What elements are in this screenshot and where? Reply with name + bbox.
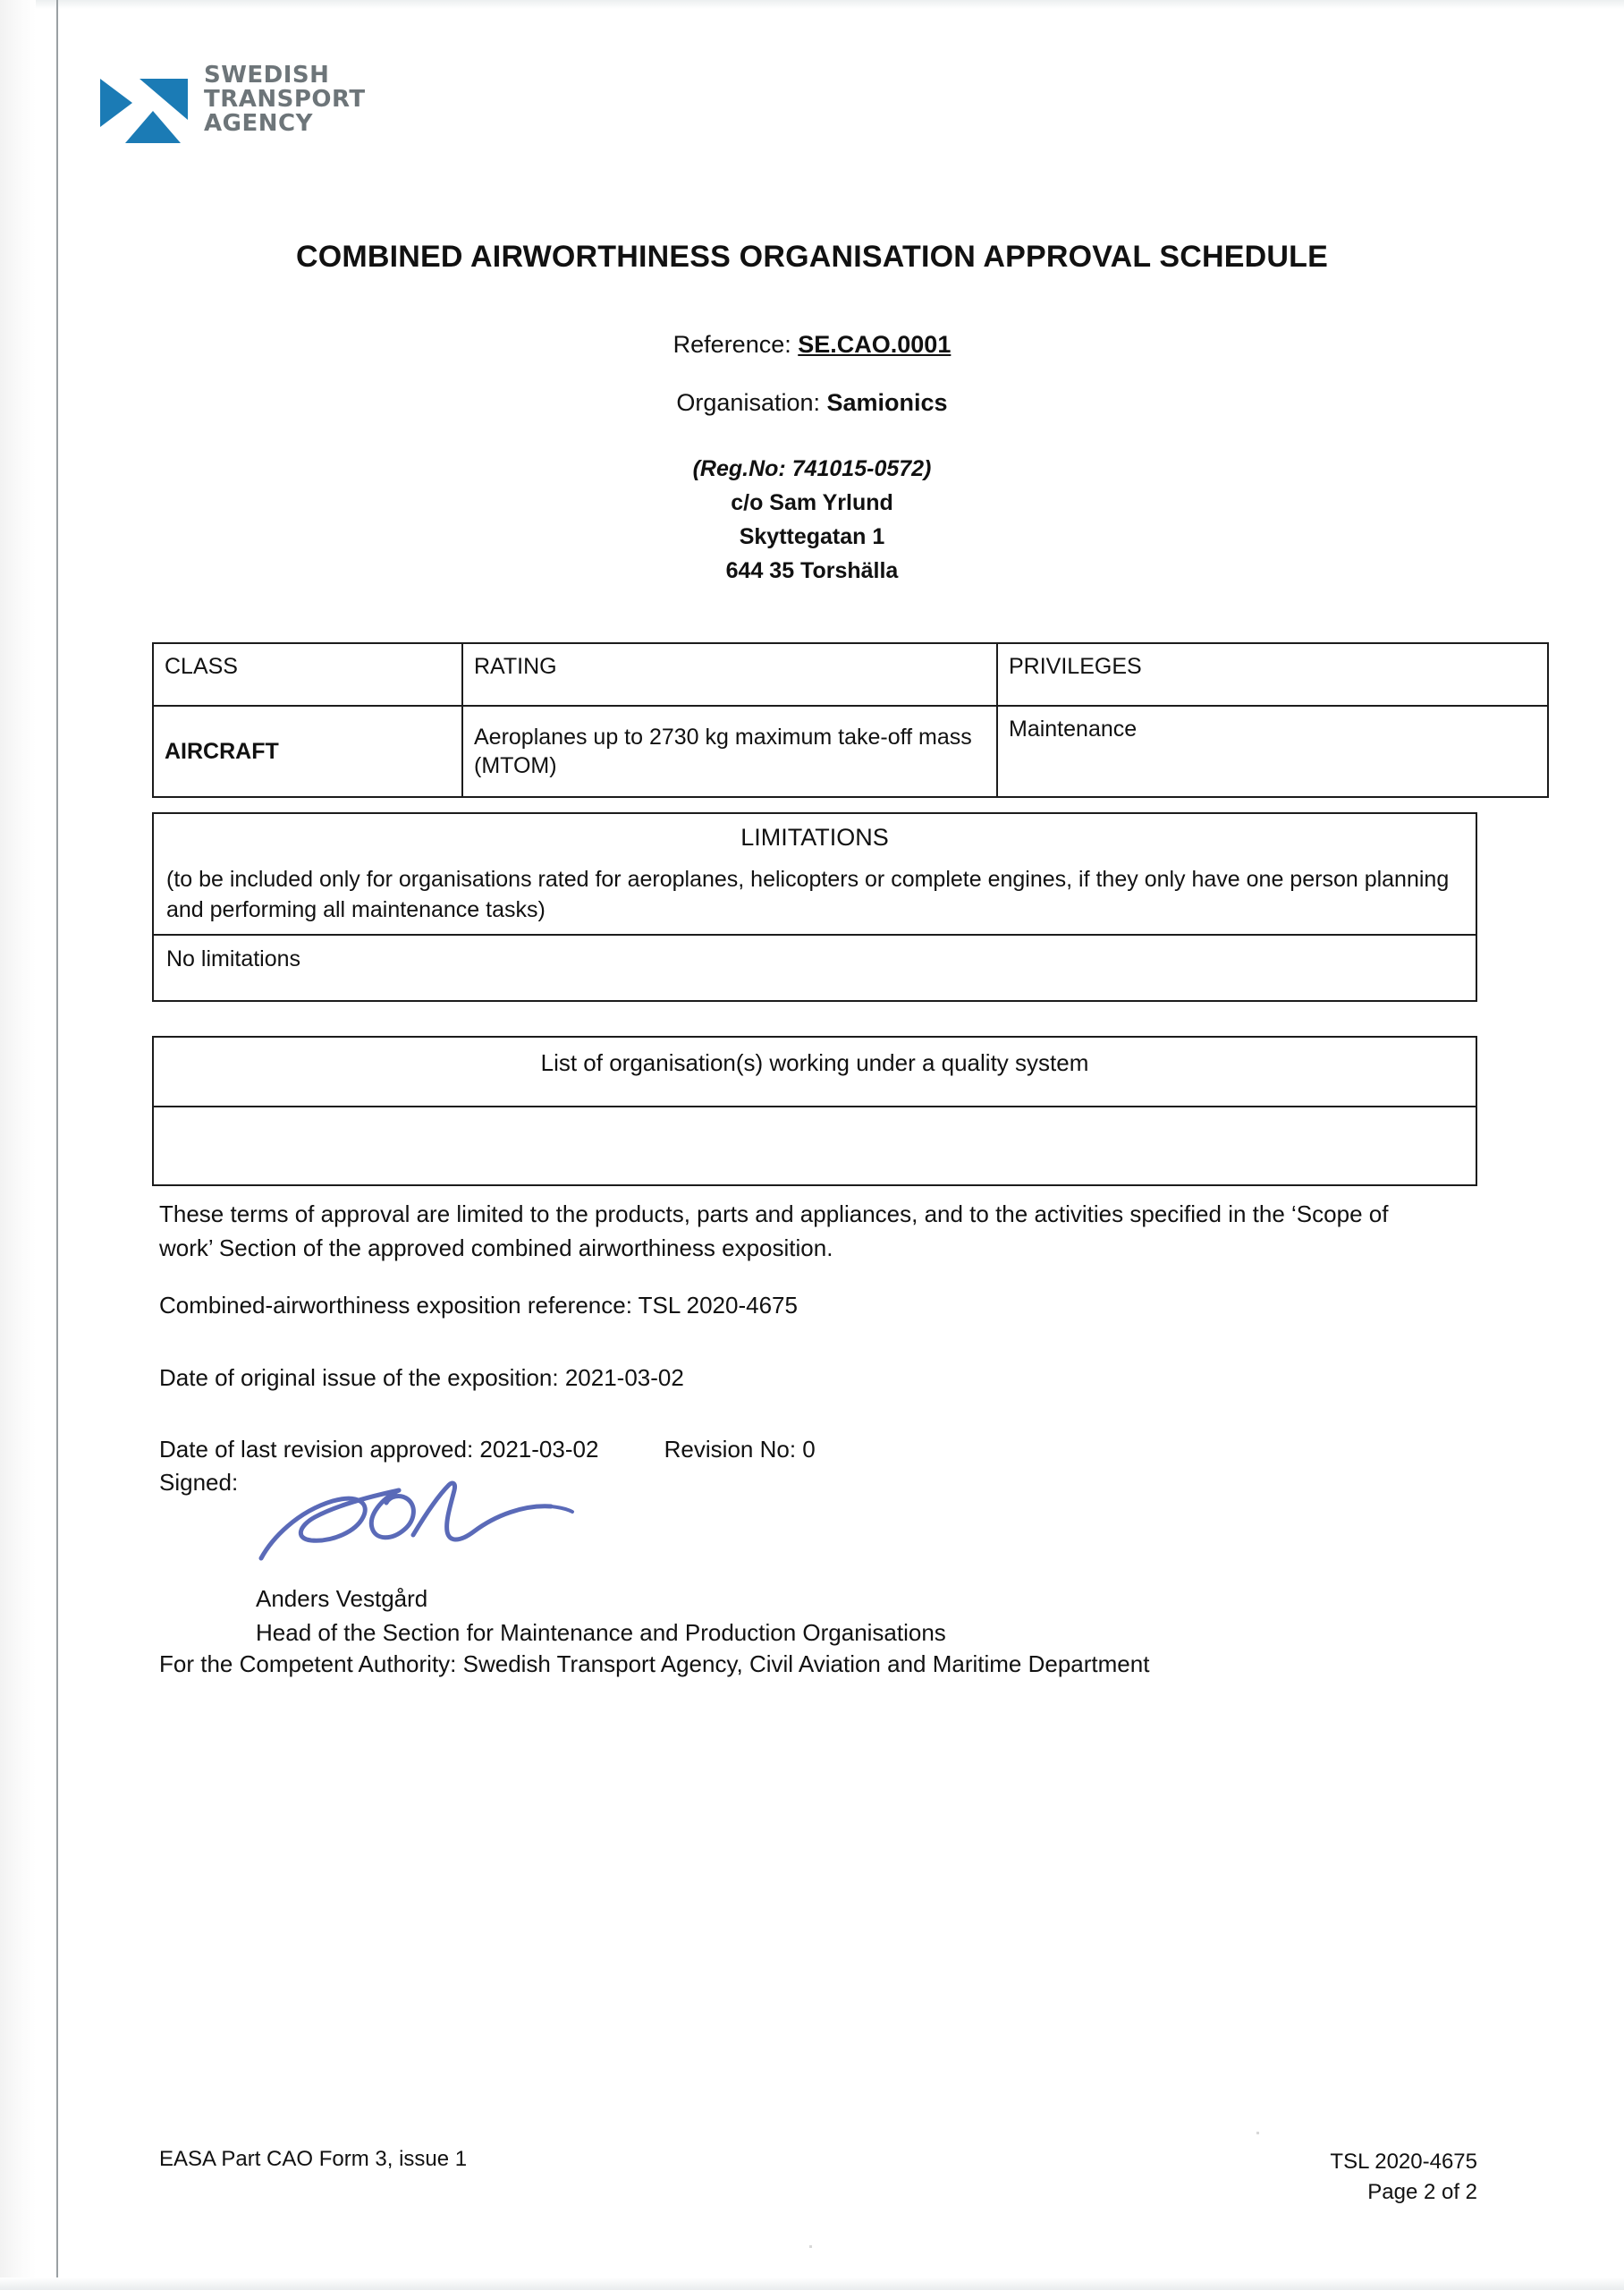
footer-form-reference: EASA Part CAO Form 3, issue 1 [159,2147,468,2171]
competent-authority-line: For the Competent Authority: Swedish Transport Agency, Civil Aviation and Maritime Department [159,1650,1150,1677]
organisation-line [0,389,1624,417]
logo-line-3: AGENCY [204,109,313,137]
column-header-privileges: PRIVILEGES [997,643,1548,706]
address-care-of: c/o Sam Yrlund [731,490,893,515]
limitations-value-row [153,935,1476,1001]
exposition-reference-line: Combined-airworthiness exposition reference: TSL 2020-4675 [159,1292,798,1319]
column-header-class: CLASS [153,643,462,706]
signatory-title: Head of the Section for Maintenance and Production Organisations [256,1619,946,1646]
limitations-header-row [153,813,1476,935]
scan-edge-bottom [0,2277,1624,2290]
revision-number: Revision No: 0 [664,1436,816,1463]
last-revision-line [159,1432,1438,1466]
address-postal-city: 644 35 Torshälla [725,558,899,583]
column-header-rating: RATING [462,643,997,706]
address-street: Skyttegatan 1 [739,524,885,549]
agency-logo [100,55,366,143]
cell-class: AIRCRAFT [153,706,462,797]
footer-document-reference: TSL 2020-4675 [1330,2150,1477,2174]
terms-of-approval-paragraph: These terms of approval are limited to the products, parts and appliances, and to the activities specified in the ‘Scope of work’ Section of the approved combined airworthiness exposition. [159,1200,1389,1261]
organisation-value: Samionics [826,389,948,416]
signature-image [256,1476,578,1574]
reference-line [0,331,1624,359]
signatory-name: Anders Vestgård [256,1585,428,1612]
logo-line-1: SWEDISH [204,61,330,89]
quality-system-title: List of organisation(s) working under a quality system [153,1037,1476,1107]
organisation-label: Organisation: [676,389,820,416]
quality-system-value-row [153,1107,1476,1185]
page-title: COMBINED AIRWORTHINESS ORGANISATION APPROVAL SCHEDULE [295,240,1329,274]
limitations-value: No limitations [153,935,1476,1001]
quality-system-header-row [153,1037,1476,1107]
limitations-header-cell [153,813,1476,935]
limitations-subtitle: (to be included only for organisations rated for aeroplanes, helicopters or complete engines, if they only have one person planning and performing all maintenance tasks) [166,867,1450,922]
reference-value: SE.CAO.0001 [798,331,952,358]
footer-right-block [1330,2147,1477,2208]
reference-label: Reference: [672,331,791,358]
scan-speck [1256,2132,1259,2134]
quality-system-table [152,1036,1477,1186]
table-row [153,706,1548,797]
cell-privileges: Maintenance [997,706,1548,797]
swedish-transport-agency-mark-icon [100,55,188,143]
scan-speck [809,2245,812,2248]
cell-rating: Aeroplanes up to 2730 kg maximum take-off mass (MTOM) [462,706,997,797]
class-rating-privileges-table [152,642,1549,798]
limitations-title: LIMITATIONS [740,824,889,851]
scan-edge-top [0,0,1624,9]
agency-logo-text [204,61,366,137]
limitations-table [152,812,1477,1002]
footer-page-number: Page 2 of 2 [1367,2180,1477,2204]
address-reg-no: (Reg.No: 741015-0572) [692,456,932,481]
logo-line-2: TRANSPORT [204,85,366,113]
quality-system-value [153,1107,1476,1185]
last-revision-date: Date of last revision approved: 2021-03-02 [159,1436,599,1463]
table-header-row [153,643,1548,706]
signatory-block [256,1582,946,1650]
signed-label: Signed: [159,1469,239,1496]
organisation-address [0,452,1624,588]
original-issue-date-line: Date of original issue of the exposition: 2021-03-02 [159,1364,684,1391]
